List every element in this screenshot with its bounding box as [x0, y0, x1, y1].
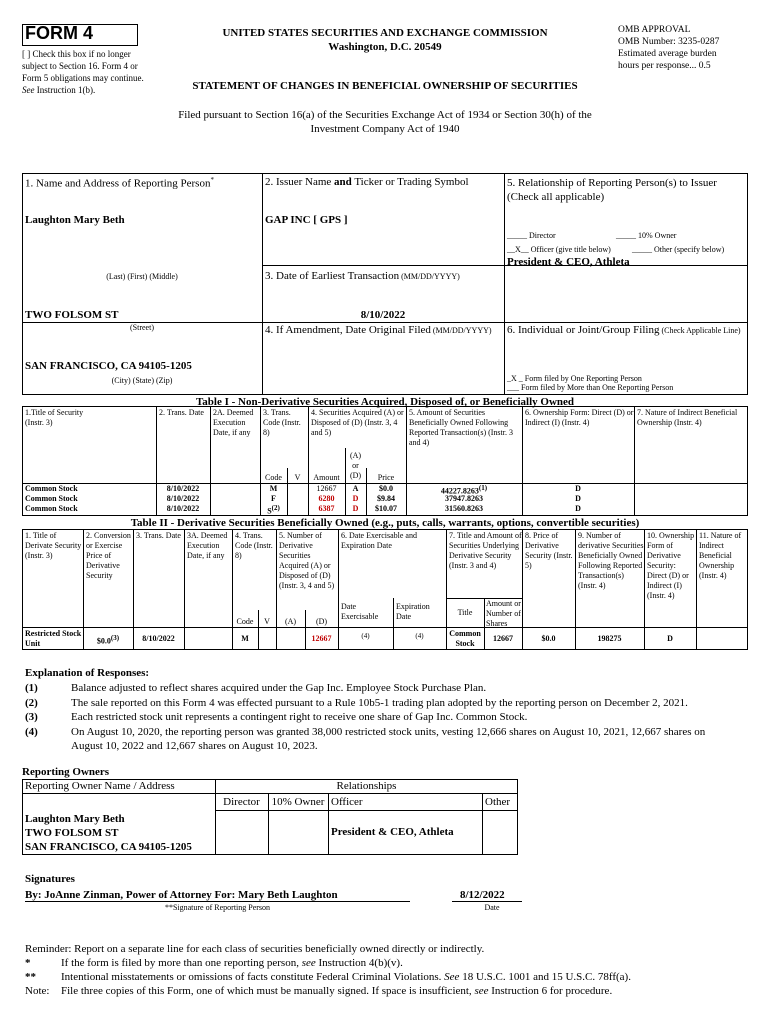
table1-title: Table I - Non-Derivative Securities Acquired, Disposed of, or Beneficially Owned	[195, 396, 575, 408]
divider	[262, 265, 504, 266]
t2-row-code: M	[241, 634, 249, 643]
owners-h-director: Director	[223, 796, 260, 808]
check-box-notice	[22, 48, 150, 96]
box5-label-text: 5. Relationship of Reporting Person(s) to Issuer	[507, 177, 717, 189]
t2-row-under-title: Common Stock	[449, 629, 481, 648]
earliest-transaction-date: 8/10/2022	[360, 309, 406, 321]
t1-sub-v: V	[294, 473, 301, 482]
owners-h-officer: Officer	[331, 796, 363, 808]
reminder-see: see	[301, 957, 316, 969]
owners-h-other: Other	[485, 796, 511, 808]
box6-label-small: (Check Applicable Line)	[659, 326, 741, 335]
explanation-text: On August 10, 2020, the reporting person was granted 38,000 restricted stock units, vesting 12,666 shares on August 10, 2021, 12,667 shares on	[71, 725, 706, 738]
relationship-officer: __X__ Officer (give title below)	[507, 245, 611, 254]
check-see: See	[22, 85, 35, 95]
check-instr: Instruction 1(b).	[34, 85, 96, 95]
reminder-see3: see	[474, 985, 489, 997]
reminder-star1-post: Instruction 4(b)(v).	[315, 957, 403, 969]
omb-hours: hours per response... 0.5	[618, 61, 711, 71]
t2-h5: 5. Number of Derivative Securities Acquired (A) or Disposed of (D) (Instr. 3, 4 and 5)	[279, 531, 335, 590]
t1-row-code-value: S	[267, 506, 272, 516]
explanation-text: The sale reported on this Form 4 was effected pursuant to a Rule 10b5-1 trading plan adopted by the reporting person on December 2, 2021.	[71, 696, 688, 709]
t2-h10: 10. Ownership Form of Derivative Security: Direct (D) or Indirect (I) (Instr. 4)	[647, 531, 695, 600]
reminder-note	[25, 985, 755, 997]
owners-h-rel: Relationships	[336, 780, 397, 792]
omb-title: OMB APPROVAL	[618, 25, 691, 35]
t1-row-price: $10.07	[375, 504, 397, 513]
divider	[696, 529, 697, 650]
box1-label-text: 1. Name and Address of Reporting Person	[25, 177, 211, 190]
box2-label-post: Ticker or Trading Symbol	[351, 176, 469, 188]
box6-label	[507, 324, 745, 336]
t2-h2: 2. Conversion or Exercise Price of Derivative Security	[86, 531, 131, 580]
t2-h1: 1. Title of Derivate Security (Instr. 3)	[25, 531, 82, 560]
signature-caption: **Signature of Reporting Person	[164, 903, 271, 912]
owner-city: SAN FRANCISCO, CA 94105-1205	[25, 841, 192, 853]
relationship-other: _____ Other (specify below)	[632, 245, 725, 254]
divider	[133, 529, 134, 650]
divider	[215, 810, 518, 811]
reminder-star2-post: 18 U.S.C. 1001 and 15 U.S.C. 78ff(a).	[459, 971, 631, 983]
t1-row-owned: 37947.8263	[445, 494, 483, 503]
t1-sub-price: Price	[377, 473, 395, 482]
t1-h1: 1.Title of Security (Instr. 3)	[25, 408, 84, 427]
omb-approval	[618, 24, 719, 72]
officer-title: President & CEO, Athleta	[507, 256, 630, 268]
t1-row-ad: D	[352, 494, 359, 503]
relationship-director: _____ Director	[507, 231, 556, 240]
divider	[328, 793, 329, 855]
t1-row-owned-value: 44227.8263	[440, 486, 479, 496]
box2-label-pre: 2. Issuer Name	[265, 176, 335, 188]
explanation-list	[25, 681, 745, 754]
box4-label-small: (MM/DD/YYYY)	[430, 326, 492, 335]
divider	[644, 529, 645, 650]
explanation-text: Balance adjusted to reflect shares acquired under the Gap Inc. Employee Stock Purchase Plan.	[71, 682, 487, 694]
t2-sub-a: (A)	[284, 617, 297, 626]
box1-star: *	[210, 176, 214, 184]
owner-officer-title: President & CEO, Athleta	[331, 826, 454, 838]
t1-sub-amount: Amount	[313, 473, 340, 482]
divider	[393, 598, 394, 650]
t2-sub-exercisable: Date Exercisable	[341, 602, 379, 621]
box3-label-small: (MM/DD/YYYY)	[399, 272, 460, 281]
divider	[504, 173, 505, 395]
divider	[83, 529, 84, 650]
box2-label-and: and	[334, 176, 352, 188]
t2-sub-title: Title	[457, 608, 473, 617]
date-line	[452, 901, 522, 902]
date-caption: Date	[484, 903, 500, 912]
t1-h3: 3. Trans. Code (Instr. 8)	[263, 408, 301, 437]
signature-line	[25, 901, 410, 902]
t1-row-code	[260, 504, 287, 517]
reminder-star2	[25, 971, 755, 983]
t2-row-price-value: $0.0	[96, 636, 111, 646]
filed-pursuant	[100, 108, 670, 136]
box4-label	[265, 324, 492, 336]
t2-h4: 4. Trans. Code (Instr. 8)	[235, 531, 273, 560]
t2-h9: 9. Number of derivative Securities Beneficially Owned Following Reported Transaction(s) (Instr. 4)	[578, 531, 644, 590]
t1-sub-aord: (A) or (D)	[349, 451, 362, 480]
reminder-note-pre: File three copies of this Form, one of which must be manually signed. If space is insufficient,	[61, 985, 475, 997]
box2-label	[265, 176, 469, 188]
signature-date: 8/12/2022	[460, 889, 505, 901]
t2-sub-expiration: Expiration Date	[396, 602, 430, 621]
t1-row-date: 8/10/2022	[166, 494, 200, 503]
explanation-title: Explanation of Responses:	[25, 667, 150, 679]
box4-label-text: 4. If Amendment, Date Original Filed	[265, 324, 431, 336]
t2-row-form: D	[667, 634, 673, 643]
t1-row-title: Common Stock	[25, 504, 78, 513]
owners-title: Reporting Owners	[22, 766, 110, 778]
t1-h5: 5. Amount of Securities Beneficially Owned Following Reported Transaction(s) (Instr. 3 and 4)	[409, 408, 513, 447]
reminder-note-post: Instruction 6 for procedure.	[488, 985, 613, 997]
box3-label-text: 3. Date of Earliest Transaction	[265, 270, 400, 282]
box3-label	[265, 270, 460, 282]
t2-row-expiration-fn: (4)	[415, 632, 424, 640]
form-title: FORM 4	[25, 23, 94, 43]
t2-h3: 3. Trans. Date	[136, 531, 181, 540]
t1-row-date: 8/10/2022	[166, 484, 200, 493]
explanation-num: (4)	[25, 725, 38, 738]
owners-name-block	[25, 812, 192, 854]
t1-h2: 2. Trans. Date	[159, 408, 204, 417]
t1-row-price: $0.0	[379, 484, 393, 493]
street-caption: (Street)	[130, 323, 154, 332]
omb-number: OMB Number: 3235-0287	[618, 37, 720, 47]
t1-h6: 6. Ownership Form: Direct (D) or Indirect (I) (Instr. 4)	[525, 408, 634, 427]
t2-row-price-fn: (3)	[110, 634, 120, 642]
t2-row-under-amount: 12667	[493, 634, 513, 643]
owner-name: Laughton Mary Beth	[25, 813, 125, 825]
t1-h2a: 2A. Deemed Execution Date, if any	[213, 408, 254, 437]
explanation-item	[25, 725, 745, 740]
agency-city: Washington, D.C. 20549	[328, 41, 442, 53]
explanation-item	[25, 681, 745, 696]
t1-row-price: $9.84	[377, 494, 395, 503]
divider	[184, 529, 185, 650]
explanation-item	[25, 696, 745, 711]
t2-h11: 11. Nature of Indirect Beneficial Ownership (Instr. 4)	[699, 531, 742, 580]
t1-row-date: 8/10/2022	[166, 504, 200, 513]
divider	[276, 529, 277, 650]
t1-row-form: D	[575, 494, 581, 503]
city-caption: (City) (State) (Zip)	[111, 376, 173, 385]
box6-label-text: 6. Individual or Joint/Group Filing	[507, 324, 660, 336]
reporting-person-name: Laughton Mary Beth	[25, 214, 125, 226]
reminder-note-label: Note:	[25, 985, 50, 997]
filing-one-person: _X _ Form filed by One Reporting Person	[507, 374, 642, 383]
t1-row-amount: 6280	[318, 494, 335, 503]
filed-line-1: Filed pursuant to Section 16(a) of the Securities Exchange Act of 1934 or Section 30(h) of the	[178, 109, 592, 121]
t1-row-ad: D	[352, 504, 359, 513]
t2-sub-d: (D)	[315, 617, 328, 626]
omb-burden: Estimated average burden	[618, 49, 717, 59]
statement-title: STATEMENT OF CHANGES IN BENEFICIAL OWNERSHIP OF SECURITIES	[192, 80, 578, 92]
t1-h4: 4. Securities Acquired (A) or Disposed of (D) (Instr. 3, 4 and 5)	[311, 408, 404, 437]
reminder-star1-pre: If the form is filed by more than one reporting person,	[61, 957, 302, 969]
box5-label-text2: (Check all applicable)	[507, 191, 605, 203]
t1-row-amount: 12667	[316, 484, 337, 493]
table2-title: Table II - Derivative Securities Beneficially Owned (e.g., puts, calls, warrants, options, convertible securities)	[130, 517, 640, 529]
divider	[210, 406, 211, 516]
t2-sub-v: V	[264, 617, 270, 626]
reminder-see2: See	[444, 971, 460, 983]
divider	[258, 610, 259, 650]
explanation-item	[25, 710, 745, 725]
reporting-person-city: SAN FRANCISCO, CA 94105-1205	[25, 360, 192, 372]
signatures-title: Signatures	[25, 873, 75, 885]
divider	[262, 173, 263, 395]
t2-h6: 6. Date Exercisable and Expiration Date	[341, 531, 417, 550]
check-text: [ ] Check this box if no longer subject to Section 16. Form 4 or Form 5 obligations may continue.	[22, 49, 144, 83]
divider	[22, 793, 518, 794]
t1-row-code: M	[269, 484, 278, 493]
t2-row-price	[83, 634, 133, 647]
owners-h-name: Reporting Owner Name / Address	[25, 780, 175, 792]
reporting-person-street: TWO FOLSOM ST	[25, 309, 119, 321]
divider	[305, 610, 306, 650]
owner-street: TWO FOLSOM ST	[25, 827, 119, 839]
name-caption: (Last) (First) (Middle)	[106, 272, 178, 281]
divider	[634, 406, 635, 516]
t1-row-title: Common Stock	[25, 484, 78, 493]
t1-row-title: Common Stock	[25, 494, 78, 503]
explanation-text-cont: August 10, 2022 and 12,667 shares on August 10, 2023.	[71, 740, 318, 752]
t2-row-owned: 198275	[597, 634, 622, 643]
reminder-star2-mark: **	[25, 971, 36, 983]
t2-row-deriv-price: $0.0	[541, 634, 556, 643]
explanation-num: (1)	[25, 682, 38, 694]
t1-row-owned-fn: (1)	[478, 484, 488, 492]
box5-label	[507, 176, 745, 204]
t2-row-date: 8/10/2022	[142, 634, 175, 643]
divider	[22, 627, 748, 628]
reminder-star2-pre: Intentional misstatements or omissions of facts constitute Federal Criminal Violations.	[61, 971, 445, 983]
explanation-num: (2)	[25, 696, 38, 709]
relationship-ten-pct: _____ 10% Owner	[616, 231, 677, 240]
filed-line-2: Investment Company Act of 1940	[310, 123, 460, 135]
divider	[575, 529, 576, 650]
divider	[522, 529, 523, 650]
t2-h3a: 3A. Deemed Execution Date, if any	[187, 531, 228, 560]
t2-row-exercisable-fn: (4)	[361, 632, 370, 640]
box1-label	[25, 176, 214, 190]
t2-h7: 7. Title and Amount of Securities Underlying Derivative Security (Instr. 3 and 4)	[449, 531, 522, 570]
divider	[482, 793, 483, 855]
reminder-star1-mark: *	[25, 957, 31, 969]
filing-more-persons: ___ Form filed by More than One Reporting Person	[507, 383, 674, 392]
agency-name: UNITED STATES SECURITIES AND EXCHANGE COMMISSION	[222, 27, 548, 39]
t1-row-code: F	[271, 494, 276, 503]
t2-row-disposed: 12667	[311, 634, 332, 643]
reminder-line: Reminder: Report on a separate line for each class of securities beneficially owned directly or indirectly.	[25, 943, 485, 955]
owners-h-ten: 10% Owner	[271, 796, 325, 808]
signature-by: By: JoAnne Zinman, Power of Attorney For: Mary Beth Laughton	[25, 889, 338, 901]
t1-row-ad: A	[352, 484, 359, 493]
t1-sub-code: Code	[265, 473, 282, 482]
t1-row-code-fn: (2)	[271, 504, 280, 512]
explanation-num: (3)	[25, 711, 38, 723]
issuer-name: GAP INC [ GPS ]	[265, 214, 348, 226]
t2-h8: 8. Price of Derivative Security (Instr. 5)	[525, 531, 573, 570]
t1-row-form: D	[575, 504, 581, 513]
reminder-star1	[25, 957, 755, 969]
t1-h7: 7. Nature of Indirect Beneficial Ownership (Instr. 4)	[637, 408, 738, 427]
explanation-text: Each restricted stock unit represents a contingent right to receive one share of Gap Inc. Common Stock.	[71, 711, 528, 723]
divider	[232, 529, 233, 650]
t2-sub-amount: Amount or Number of Shares	[486, 599, 521, 628]
t1-row-form: D	[575, 484, 581, 493]
t2-row-title: Restricted Stock Unit	[25, 629, 82, 648]
t1-row-owned: 31560.8263	[445, 504, 483, 513]
t1-row-amount: 6387	[318, 504, 335, 513]
t2-sub-code: Code	[236, 617, 254, 626]
